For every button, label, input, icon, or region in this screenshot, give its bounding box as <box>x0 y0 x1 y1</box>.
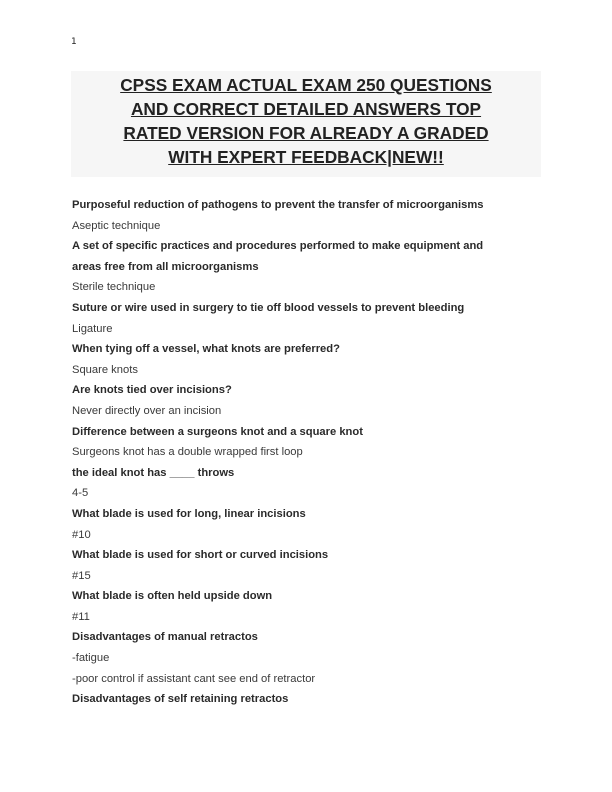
question-text: Disadvantages of self retaining retractos <box>72 693 289 706</box>
question-answer-list <box>72 195 552 710</box>
question-text: When tying off a vessel, what knots are preferred? <box>72 343 340 356</box>
title-line: AND CORRECT DETAILED ANSWERS TOP <box>130 99 482 119</box>
answer-text: #15 <box>72 569 91 582</box>
page-number: 1 <box>71 37 77 47</box>
answer-text: Ligature <box>72 322 113 335</box>
question-text: What blade is used for short or curved incisions <box>72 549 329 562</box>
question-text: What blade is often held upside down <box>72 590 273 603</box>
question-text: Suture or wire used in surgery to tie off blood vessels to prevent bleeding <box>72 301 465 314</box>
answer-text: Square knots <box>72 363 138 376</box>
answer-text: #11 <box>72 610 90 623</box>
question-text: Are knots tied over incisions? <box>72 384 232 397</box>
title-line: RATED VERSION FOR ALREADY A GRADED <box>123 123 489 143</box>
answer-text: 4-5 <box>72 487 89 500</box>
title-line: CPSS EXAM ACTUAL EXAM 250 QUESTIONS <box>120 75 492 95</box>
question-text: Disadvantages of manual retractos <box>72 631 258 644</box>
document-title <box>71 71 541 177</box>
question-text: Purposeful reduction of pathogens to prevent the transfer of microorganisms <box>72 199 484 211</box>
question-text: A set of specific practices and procedures performed to make equipment and <box>72 240 484 253</box>
title-line: WITH EXPERT FEEDBACK|NEW!! <box>168 147 444 167</box>
question-text: Difference between a surgeons knot and a square knot <box>72 425 363 438</box>
question-text: areas free from all microorganisms <box>72 260 259 273</box>
answer-text: -poor control if assistant cant see end of retractor <box>72 672 316 685</box>
answer-text: Aseptic technique <box>72 219 161 232</box>
answer-text: -fatigue <box>72 652 110 665</box>
question-text: What blade is used for long, linear incisions <box>72 507 306 520</box>
answer-text: Sterile technique <box>72 281 156 294</box>
answer-text: Never directly over an incision <box>72 404 222 417</box>
answer-text: #10 <box>72 528 91 541</box>
answer-text: Surgeons knot has a double wrapped first loop <box>72 446 303 459</box>
question-text: the ideal knot has ____ throws <box>72 466 235 479</box>
